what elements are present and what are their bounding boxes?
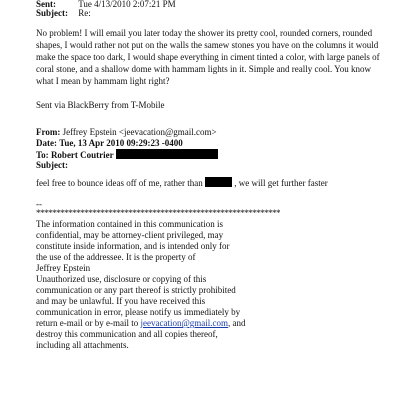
disclaimer-line: destroy this communication and all copies thereof,: [36, 329, 218, 339]
disclaimer-line: communication or any part thereof is strictly prohibited: [36, 285, 236, 295]
redaction-box: [116, 149, 218, 159]
date-value: Tue, 13 Apr 2010 09:29:23 -0400: [59, 138, 183, 148]
body-text-after: , we will get further faster: [234, 178, 328, 188]
to-value: Robert Coutrier: [50, 150, 114, 160]
disclaimer-line: confidential, may be attorney-client privileged, may: [36, 230, 224, 240]
disclaimer-line: constitute inside information, and is intended only for: [36, 241, 230, 251]
reply-line: what I mean by hammam light right?: [36, 76, 170, 86]
disclaimer-line: Jeffrey Epstein: [36, 263, 91, 273]
disclaimer-line: and may be unlawful. If you have received this: [36, 296, 206, 306]
from-value: Jeffrey Epstein <jeevacation@gmail.com>: [62, 127, 217, 137]
subject-label: Subject:: [36, 8, 68, 18]
body-text-before: feel free to bounce ideas off of me, rather than: [36, 178, 203, 188]
redaction-box: [205, 177, 232, 187]
subject-value: Re:: [78, 8, 91, 18]
reply-line: coral stone, and a shallow dome with hammam lights in it. Simple and really cool. You know: [36, 64, 371, 74]
date-row: [36, 138, 183, 149]
reply-line: No problem! I will email you later today the shower its pretty cool, rounded corners, rounded: [36, 28, 373, 38]
sent-value: Tue 4/13/2010 2:07:21 PM: [78, 0, 176, 9]
original-subject-row: [36, 160, 68, 171]
reply-line: make the space too dark, I would shape everything in ciment tinted a color, with large panels of: [36, 52, 380, 62]
disclaimer-line: including all attachments.: [36, 340, 129, 350]
to-label: To:: [36, 150, 49, 160]
original-subject-label: Subject:: [36, 160, 68, 170]
disclaimer-line: The information contained in this communication is: [36, 219, 223, 229]
subject-row: [36, 8, 91, 18]
disclaimer-text: ,: [227, 318, 233, 328]
disclaimer-text: return e-mail or by e-mail to: [36, 318, 139, 328]
sent-label: Sent:: [36, 0, 56, 9]
disclaimer-line: [36, 318, 245, 329]
signature: Sent via BlackBerry from T-Mobile: [36, 100, 165, 110]
date-label: Date:: [36, 138, 57, 148]
disclaimer-line: communication in error, please notify us immediately by: [36, 307, 241, 317]
email-link[interactable]: jeevacation@gmail.com: [140, 318, 228, 328]
from-row: [36, 127, 217, 138]
disclaimer-line: the use of the addressee. It is the property of: [36, 252, 196, 262]
forward-body: [36, 177, 328, 189]
disclaimer-text: and: [232, 318, 246, 328]
separator-dashes: --: [36, 199, 42, 209]
disclaimer-line: Unauthorized use, disclosure or copying of this: [36, 274, 207, 284]
reply-line: shapes, I would rather not put on the walls the samew stones you have on the columns it would: [36, 40, 379, 50]
from-label: From:: [36, 127, 61, 137]
separator-stars: *************************************************************: [36, 208, 280, 218]
